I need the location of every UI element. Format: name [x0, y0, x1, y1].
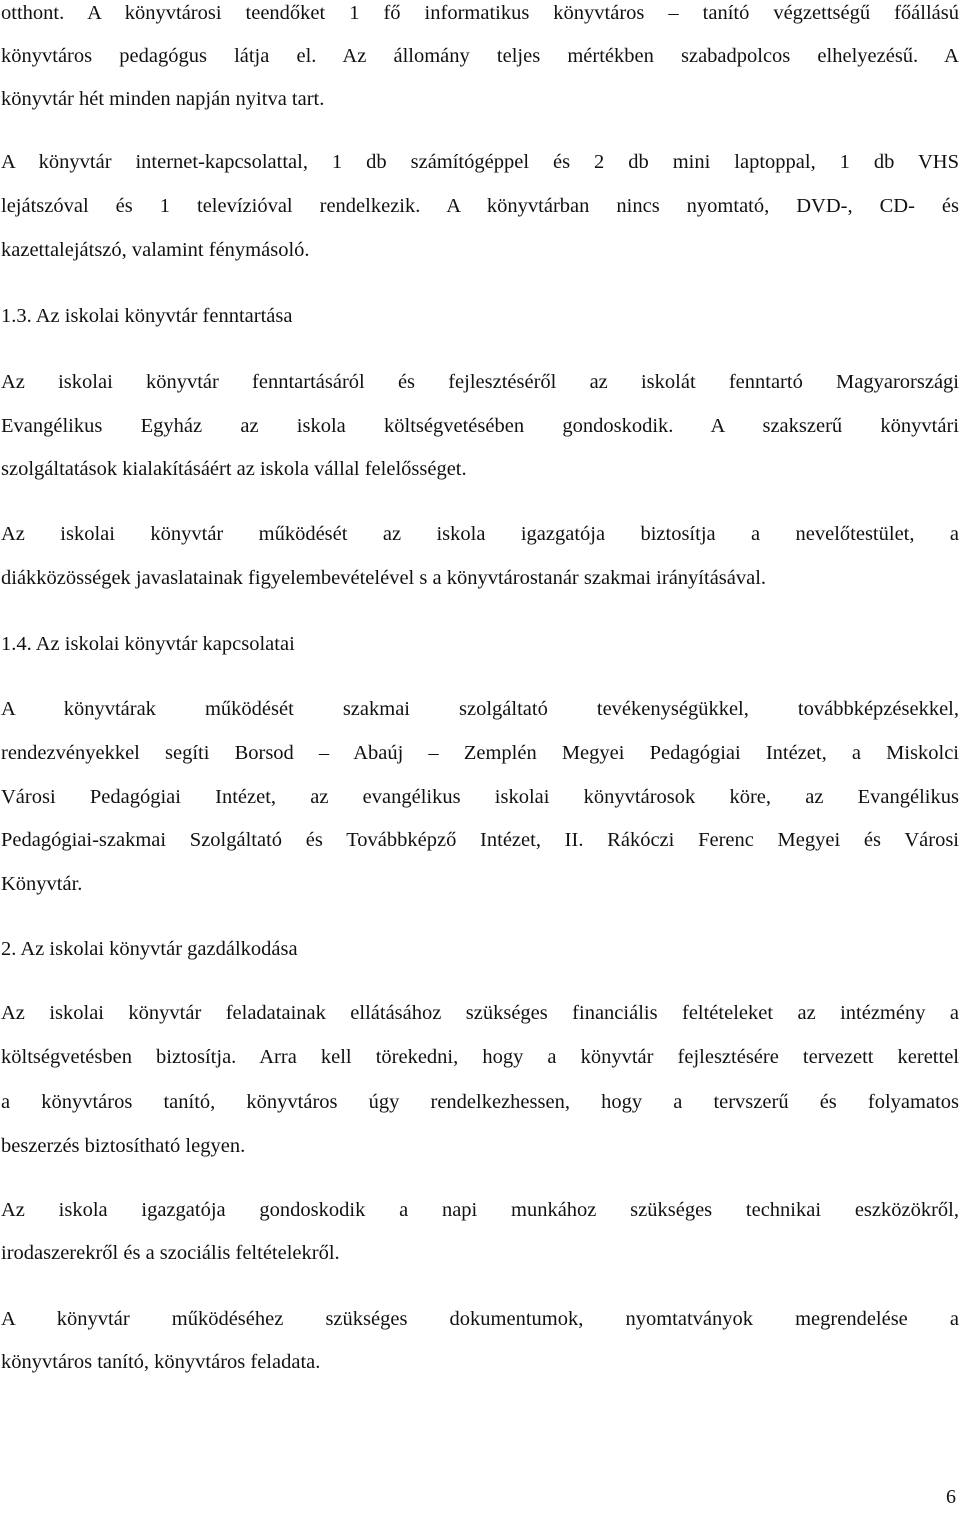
text-line: diákközösségek javaslatainak figyelembevételével s a könyvtárostanár szakmai irányításával. [1, 567, 767, 589]
text-line: Pedagógiai-szakmai Szolgáltató és Továbbképző Intézet, II. Rákóczi Ferenc Megyei és Városi [1, 829, 959, 851]
text-line: beszerzés biztosítható legyen. [1, 1135, 246, 1157]
text-line: Az iskolai könyvtár működését az iskola igazgatója biztosítja a nevelőtestület, a [1, 523, 959, 545]
text-line: könyvtár hét minden napján nyitva tart. [1, 88, 325, 110]
text-line: könyvtáros pedagógus látja el. Az állomány teljes mértékben szabadpolcos elhelyezésű. A [1, 45, 959, 67]
text-line: kazettalejátszó, valamint fénymásoló. [1, 239, 310, 261]
text-line: irodaszerekről és a szociális feltételekről. [1, 1242, 340, 1264]
text-line: könyvtáros tanító, könyvtáros feladata. [1, 1351, 321, 1373]
text-line: a könyvtáros tanító, könyvtáros úgy rendelkezhessen, hogy a tervszerű és folyamatos [1, 1091, 959, 1113]
text-line: Az iskolai könyvtár feladatainak ellátásához szükséges financiális feltételeket az intézmény a [1, 1002, 959, 1024]
text-line: szolgáltatások kialakításáért az iskola vállal felelősséget. [1, 458, 467, 480]
text-line: A könyvtárak működését szakmai szolgáltató tevékenységükkel, továbbképzésekkel, [1, 698, 959, 720]
text-line: A könyvtár internet-kapcsolattal, 1 db számítógéppel és 2 db mini laptoppal, 1 db VHS [1, 151, 959, 173]
text-line: Az iskolai könyvtár fenntartásáról és fejlesztéséről az iskolát fenntartó Magyarországi [1, 371, 959, 393]
text-line: rendezvényekkel segíti Borsod – Abaúj – Zemplén Megyei Pedagógiai Intézet, a Miskolci [1, 742, 959, 764]
text-line: költségvetésben biztosítja. Arra kell törekedni, hogy a könyvtár fejlesztésére tervezett kerettel [1, 1046, 959, 1068]
text-line: A könyvtár működéséhez szükséges dokumentumok, nyomtatványok megrendelése a [1, 1308, 959, 1330]
heading-text: 1.3. Az iskolai könyvtár fenntartása [1, 305, 293, 327]
heading-text: 2. Az iskolai könyvtár gazdálkodása [1, 938, 298, 960]
text-line: Az iskola igazgatója gondoskodik a napi munkához szükséges technikai eszközökről, [1, 1199, 959, 1221]
text-line: lejátszóval és 1 televízióval rendelkezik. A könyvtárban nincs nyomtató, DVD-, CD- és [1, 195, 959, 217]
text-line: otthont. A könyvtárosi teendőket 1 fő informatikus könyvtáros – tanító végzettségű főállású [1, 2, 959, 24]
page-number: 6 [946, 1486, 956, 1508]
heading-text: 1.4. Az iskolai könyvtár kapcsolatai [1, 633, 295, 655]
text-line: Városi Pedagógiai Intézet, az evangélikus iskolai könyvtárosok köre, az Evangélikus [1, 786, 959, 808]
text-line: Könyvtár. [1, 873, 83, 895]
text-line: Evangélikus Egyház az iskola költségvetésében gondoskodik. A szakszerű könyvtári [1, 415, 959, 437]
